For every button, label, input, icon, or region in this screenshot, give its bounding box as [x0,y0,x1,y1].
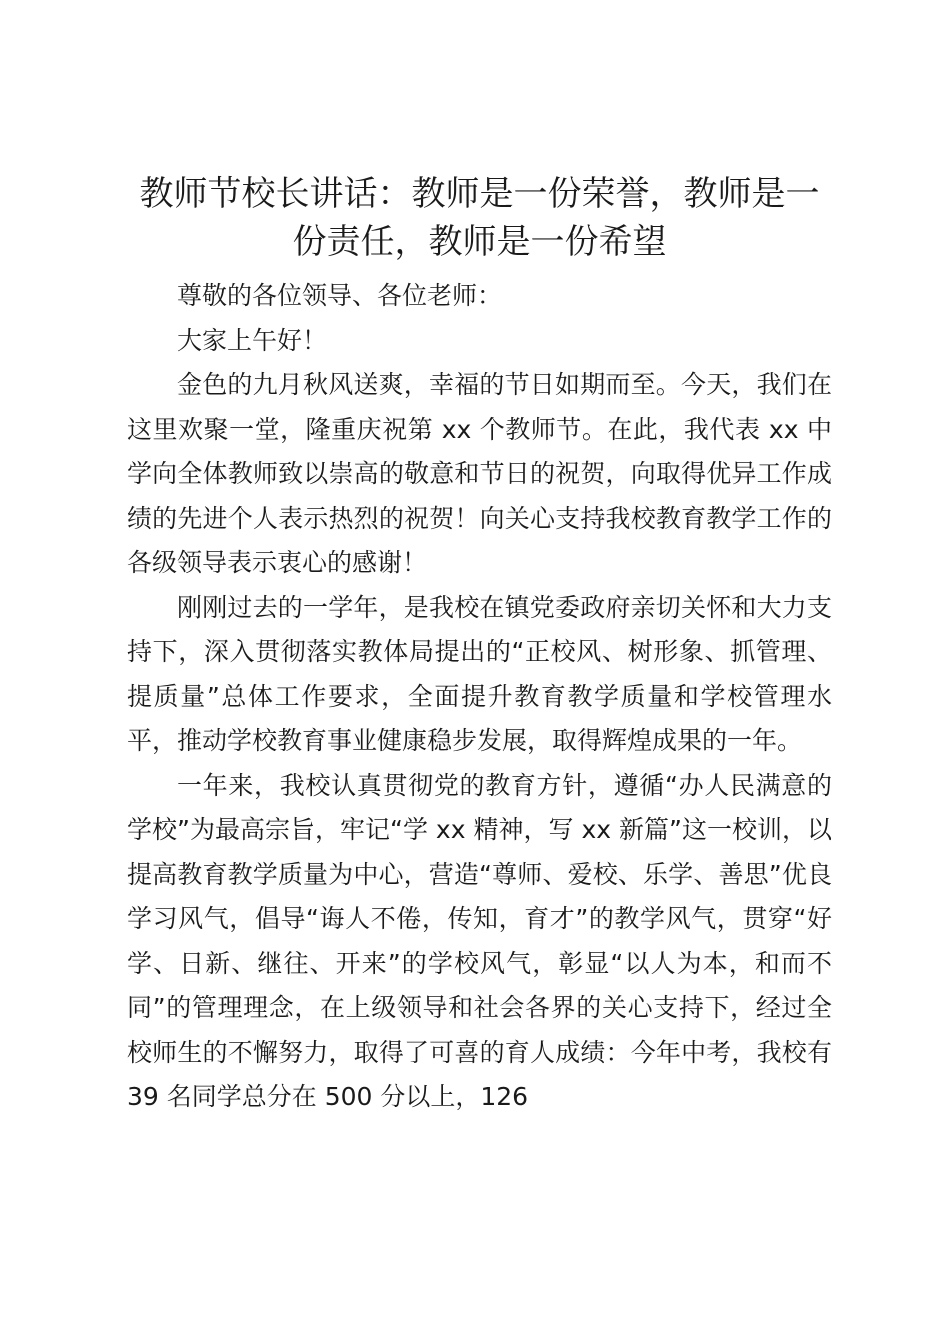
document-title: 教师节校长讲话：教师是一份荣誉，教师是一份责任，教师是一份希望 [139,174,820,262]
salutation-paragraph: 尊敬的各位领导、各位老师： [177,281,503,310]
body-paragraph: 刚刚过去的一学年，是我校在镇党委政府亲切关怀和大力支持下，深入贯彻落实教体局提出的“正校风、树形象、抓管理、提质量”总体工作要求，全面提升教育教学质量和学校管理水平，推动学校教育事业健康稳步发展，取得辉煌成果的一年。 [127,592,832,755]
greeting-paragraph: 大家上午好！ [177,325,328,355]
body-paragraph: 一年来，我校认真贯彻党的教育方针，遵循“办人民满意的学校”为最高宗旨，牢记“学 xx 精神，写 xx 新篇”这一校训，以提高教育教学质量为中心，营造“尊师、爱校、乐学、善思”优良学习风气，倡导“诲人不倦，传知，育才”的教学风气，贯穿“好学、日新、继往、开来”的学校风气，彰显“以人为本，和而不同”的管理理念，在上级领导和社会各界的关心支持下，经过全校师生的不懈努力，取得了可喜的育人成绩：今年中考，我校有 39 名同学总分在 500 分以上，126 [127,770,832,1111]
document-body [127,170,832,1120]
body-paragraph: 金色的九月秋风送爽，幸福的节日如期而至。今天，我们在这里欢聚一堂，隆重庆祝第 xx 个教师节。在此，我代表 xx 中学向全体教师致以崇高的敬意和节日的祝贺，向取得优异工作成绩的先进个人表示热烈的祝贺！向关心支持我校教育教学工作的各级领导表示衷心的感谢！ [127,370,832,577]
